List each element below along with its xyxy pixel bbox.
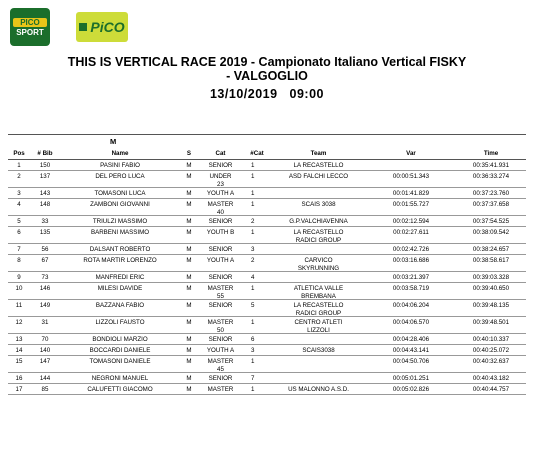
cell-var: 00:00:51.343 bbox=[392, 173, 430, 180]
cell-time: 00:37:54.525 bbox=[472, 218, 510, 225]
cell-sex: M bbox=[186, 190, 192, 197]
cell-cat-pos: 3 bbox=[251, 246, 255, 253]
cell-sex: M bbox=[186, 246, 192, 253]
cell-sex: M bbox=[186, 302, 192, 309]
cell-sex: M bbox=[186, 375, 192, 382]
cell-var: 00:02:42.726 bbox=[392, 246, 430, 253]
cell-sex: M bbox=[186, 319, 192, 326]
race-date: 13/10/2019 bbox=[209, 87, 278, 101]
cell-name: DALSANT ROBERTO bbox=[89, 246, 151, 253]
cell-time: 00:40:10.337 bbox=[472, 336, 510, 343]
cell-pos: 2 bbox=[17, 173, 21, 180]
cell-bib: 67 bbox=[41, 257, 49, 264]
cell-bib: 149 bbox=[39, 302, 51, 309]
cell-cat-pos: 1 bbox=[251, 229, 255, 236]
cell-name: LIZZOLI FAUSTO bbox=[95, 319, 145, 326]
cell-bib: 56 bbox=[41, 246, 49, 253]
cell-cat: YOUTH A bbox=[206, 347, 235, 354]
column-header-pos: Pos bbox=[13, 149, 25, 157]
cell-pos: 13 bbox=[15, 336, 23, 343]
cell-sex: M bbox=[186, 347, 192, 354]
cell-var: 00:02:27.611 bbox=[393, 229, 429, 236]
cell-cat: MASTER 50 bbox=[207, 319, 234, 334]
cell-bib: 85 bbox=[41, 386, 49, 393]
table-row bbox=[8, 345, 526, 356]
table-row bbox=[8, 334, 526, 345]
cell-cat: SENIOR bbox=[208, 375, 233, 382]
cell-bib: 144 bbox=[39, 375, 51, 382]
cell-bib: 70 bbox=[41, 336, 49, 343]
cell-cat-pos: 4 bbox=[251, 274, 255, 281]
cell-team: SCAIS 3038 bbox=[301, 201, 336, 208]
cell-cat-pos: 1 bbox=[251, 285, 255, 292]
cell-cat: SENIOR bbox=[208, 302, 233, 309]
category-label: M bbox=[110, 137, 117, 146]
cell-sex: M bbox=[186, 173, 192, 180]
logo-text-pico: PICO bbox=[13, 18, 47, 27]
cell-var: 00:04:50.706 bbox=[392, 358, 430, 365]
cell-time: 00:40:25.072 bbox=[472, 347, 510, 354]
cell-cat: UNDER 23 bbox=[209, 173, 232, 188]
cell-var: 00:05:01.251 bbox=[392, 375, 430, 382]
cell-pos: 4 bbox=[17, 201, 21, 208]
cell-pos: 6 bbox=[17, 229, 21, 236]
cell-sex: M bbox=[186, 358, 192, 365]
column-header-cat: Cat bbox=[215, 149, 226, 157]
cell-team: LA RECASTELLO RADICI GROUP bbox=[293, 302, 344, 317]
logo-square-icon bbox=[79, 23, 87, 31]
cell-cat-pos: 2 bbox=[251, 218, 255, 225]
cell-time: 00:37:23.760 bbox=[472, 190, 510, 197]
cell-team: LA RECASTELLO bbox=[293, 162, 344, 169]
category-heading bbox=[8, 135, 526, 147]
cell-team: G.P.VALCHIAVENNA bbox=[289, 218, 348, 225]
cell-name: BONDIOLI MARZIO bbox=[92, 336, 148, 343]
cell-pos: 12 bbox=[15, 319, 23, 326]
title-line-2: - VALGOGLIO bbox=[226, 69, 308, 83]
cell-cat: MASTER 45 bbox=[207, 358, 234, 373]
column-header-name: Name bbox=[111, 149, 129, 157]
cell-cat-pos: 2 bbox=[251, 257, 255, 264]
cell-var: 00:01:41.829 bbox=[392, 190, 430, 197]
cell-sex: M bbox=[186, 336, 192, 343]
cell-name: DEL PERO LUCA bbox=[95, 173, 145, 180]
cell-name: MANFREDI ERIC bbox=[95, 274, 145, 281]
cell-time: 00:39:03.328 bbox=[472, 274, 510, 281]
cell-team: CARVICO SKYRUNNING bbox=[297, 257, 340, 272]
cell-pos: 5 bbox=[17, 218, 21, 225]
cell-pos: 9 bbox=[17, 274, 21, 281]
cell-bib: 146 bbox=[39, 285, 51, 292]
cell-var: 00:04:06.204 bbox=[392, 302, 430, 309]
column-header-var: Var bbox=[406, 149, 416, 157]
cell-name: TOMASONI LUCA bbox=[94, 190, 146, 197]
table-row bbox=[8, 356, 526, 373]
cell-pos: 17 bbox=[15, 386, 23, 393]
column-header-sex: S bbox=[186, 149, 192, 157]
cell-cat-pos: 1 bbox=[251, 358, 255, 365]
cell-time: 00:39:48.135 bbox=[472, 302, 510, 309]
cell-pos: 14 bbox=[15, 347, 23, 354]
cell-cat: MASTER 40 bbox=[207, 201, 234, 216]
table-header bbox=[8, 147, 526, 160]
cell-time: 00:36:33.274 bbox=[472, 173, 510, 180]
cell-bib: 137 bbox=[39, 173, 51, 180]
cell-cat: SENIOR bbox=[208, 336, 233, 343]
cell-sex: M bbox=[186, 201, 192, 208]
cell-sex: M bbox=[186, 257, 192, 264]
table-row bbox=[8, 160, 526, 171]
cell-bib: 31 bbox=[41, 319, 49, 326]
cell-sex: M bbox=[186, 274, 192, 281]
table-row bbox=[8, 227, 526, 244]
cell-time: 00:38:24.657 bbox=[472, 246, 510, 253]
cell-team: ASD FALCHI LECCO bbox=[288, 173, 349, 180]
table-body bbox=[8, 160, 526, 395]
cell-cat-pos: 6 bbox=[251, 336, 255, 343]
cell-pos: 16 bbox=[15, 375, 23, 382]
table-row bbox=[8, 373, 526, 384]
cell-var: 00:03:16.686 bbox=[392, 257, 430, 264]
cell-name: BAZZANA FABIO bbox=[95, 302, 145, 309]
table-row bbox=[8, 384, 526, 395]
logo-text: PiCO bbox=[90, 19, 125, 35]
cell-pos: 1 bbox=[17, 162, 21, 169]
cell-name: ZAMBONI GIOVANNI bbox=[90, 201, 150, 208]
cell-var: 00:01:55.727 bbox=[392, 201, 430, 208]
cell-time: 00:40:43.182 bbox=[472, 375, 510, 382]
table-row bbox=[8, 317, 526, 334]
cell-var: 00:03:21.397 bbox=[392, 274, 430, 281]
table-row bbox=[8, 171, 526, 188]
cell-bib: 148 bbox=[39, 201, 51, 208]
page-title bbox=[0, 55, 534, 101]
cell-cat-pos: 5 bbox=[251, 302, 255, 309]
cell-team: US MALONNO A.S.D. bbox=[288, 386, 349, 393]
cell-cat-pos: 1 bbox=[251, 162, 255, 169]
cell-bib: 143 bbox=[39, 190, 51, 197]
cell-cat: YOUTH B bbox=[206, 229, 235, 236]
cell-time: 00:39:48.501 bbox=[472, 319, 510, 326]
cell-var: 00:04:28.406 bbox=[392, 336, 430, 343]
cell-time: 00:38:09.542 bbox=[472, 229, 510, 236]
table-row bbox=[8, 272, 526, 283]
cell-cat-pos: 1 bbox=[251, 386, 255, 393]
cell-time: 00:38:58.617 bbox=[472, 257, 510, 264]
cell-time: 00:40:32.637 bbox=[472, 358, 510, 365]
cell-sex: M bbox=[186, 162, 192, 169]
cell-name: MILESI DAVIDE bbox=[97, 285, 143, 292]
cell-cat: SENIOR bbox=[208, 246, 233, 253]
table-row bbox=[8, 244, 526, 255]
cell-bib: 147 bbox=[39, 358, 51, 365]
column-header-time: Time bbox=[483, 149, 499, 157]
cell-pos: 3 bbox=[17, 190, 21, 197]
cell-cat: SENIOR bbox=[208, 274, 233, 281]
column-header-bib: # Bib bbox=[37, 149, 53, 157]
cell-sex: M bbox=[186, 386, 192, 393]
cell-cat-pos: 1 bbox=[251, 173, 255, 180]
cell-cat-pos: 3 bbox=[251, 347, 255, 354]
cell-bib: 33 bbox=[41, 218, 49, 225]
cell-pos: 15 bbox=[15, 358, 23, 365]
cell-cat-pos: 7 bbox=[251, 375, 255, 382]
cell-cat: MASTER 55 bbox=[207, 285, 234, 300]
cell-name: PASINI FABIO bbox=[100, 162, 140, 169]
pico-logo bbox=[76, 12, 128, 42]
cell-cat: MASTER bbox=[207, 386, 234, 393]
cell-name: ROTA MARTIR LORENZO bbox=[83, 257, 157, 264]
cell-time: 00:35:41.931 bbox=[472, 162, 510, 169]
cell-sex: M bbox=[186, 218, 192, 225]
cell-pos: 11 bbox=[15, 302, 23, 309]
column-header-team: Team bbox=[310, 149, 327, 157]
table-row bbox=[8, 300, 526, 317]
logo-text-sport: SPORT bbox=[16, 28, 44, 37]
cell-cat: YOUTH A bbox=[206, 190, 235, 197]
cell-var: 00:05:02.826 bbox=[392, 386, 430, 393]
cell-name: TRIULZI MASSIMO bbox=[92, 218, 148, 225]
cell-cat: YOUTH A bbox=[206, 257, 235, 264]
cell-bib: 150 bbox=[39, 162, 51, 169]
cell-team: ATLETICA VALLE BREMBANA bbox=[293, 285, 344, 300]
cell-team: LA RECASTELLO RADICI GROUP bbox=[293, 229, 344, 244]
table-row bbox=[8, 216, 526, 227]
cell-var: 00:04:43.141 bbox=[392, 347, 430, 354]
cell-name: BARBENI MASSIMO bbox=[90, 229, 150, 236]
table-row bbox=[8, 255, 526, 272]
cell-cat: SENIOR bbox=[208, 162, 233, 169]
cell-time: 00:37:37.658 bbox=[472, 201, 510, 208]
cell-time: 00:39:40.650 bbox=[472, 285, 510, 292]
cell-pos: 8 bbox=[17, 257, 21, 264]
results-table bbox=[8, 134, 526, 395]
cell-sex: M bbox=[186, 285, 192, 292]
cell-name: NEGRONI MANUEL bbox=[91, 375, 149, 382]
cell-bib: 73 bbox=[41, 274, 49, 281]
cell-name: TOMASONI DANIELE bbox=[89, 358, 151, 365]
cell-cat-pos: 1 bbox=[251, 201, 255, 208]
cell-time: 00:40:44.757 bbox=[472, 386, 510, 393]
cell-bib: 140 bbox=[39, 347, 51, 354]
cell-pos: 10 bbox=[15, 285, 23, 292]
table-row bbox=[8, 199, 526, 216]
race-time: 09:00 bbox=[289, 87, 325, 101]
cell-team: CENTRO ATLETI LIZZOLI bbox=[294, 319, 343, 334]
column-header-cat-pos: #Cat bbox=[250, 149, 264, 157]
cell-pos: 7 bbox=[17, 246, 21, 253]
cell-cat-pos: 1 bbox=[251, 190, 255, 197]
cell-name: CALUFETTI GIACOMO bbox=[87, 386, 153, 393]
cell-var: 00:02:12.594 bbox=[392, 218, 430, 225]
cell-var: 00:04:06.570 bbox=[392, 319, 430, 326]
cell-name: BOCCARDI DANIELE bbox=[89, 347, 151, 354]
date-time bbox=[0, 87, 534, 101]
cell-bib: 135 bbox=[39, 229, 51, 236]
cell-sex: M bbox=[186, 229, 192, 236]
table-row bbox=[8, 283, 526, 300]
cell-cat: SENIOR bbox=[208, 218, 233, 225]
cell-var: 00:03:58.719 bbox=[392, 285, 430, 292]
title-line-1: THIS IS VERTICAL RACE 2019 - Campionato Italiano Vertical FISKY bbox=[67, 55, 467, 69]
cell-cat-pos: 1 bbox=[251, 319, 255, 326]
table-row bbox=[8, 188, 526, 199]
cell-team: SCAIS3038 bbox=[302, 347, 335, 354]
pico-sport-logo bbox=[10, 8, 50, 46]
